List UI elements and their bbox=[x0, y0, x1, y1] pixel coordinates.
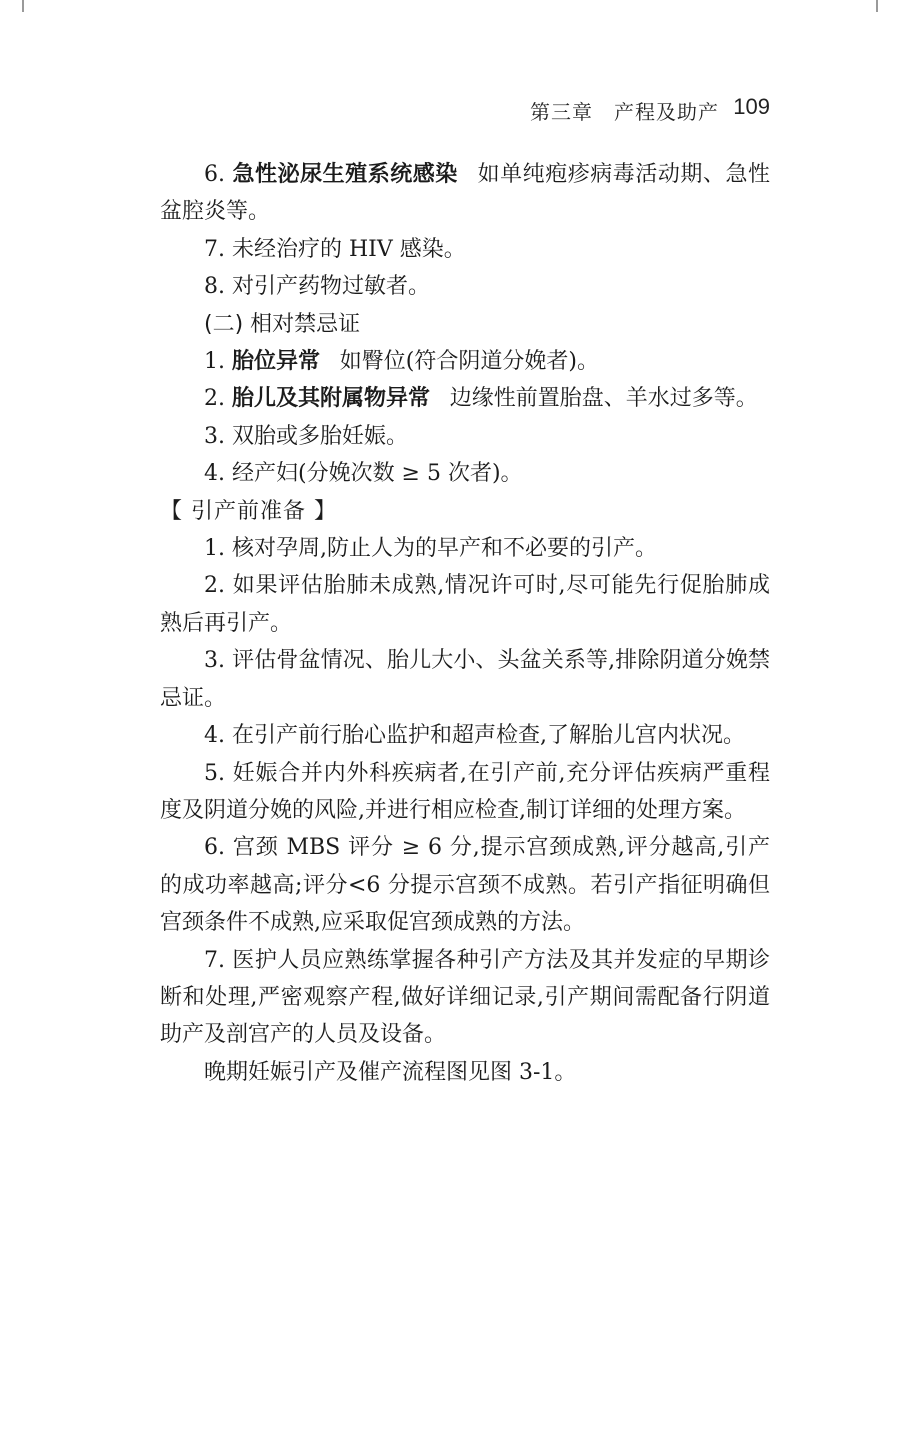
bold-term: 胎位异常 bbox=[231, 349, 320, 375]
paragraph bbox=[160, 1054, 770, 1091]
paragraph bbox=[160, 717, 770, 754]
item-number: 6. bbox=[204, 835, 233, 861]
bold-term: 胎儿及其附属物异常 bbox=[231, 386, 430, 412]
paragraph-text: 经产妇(分娩次数 ≥ 5 次者)。 bbox=[231, 461, 523, 487]
item-number: 3. bbox=[204, 648, 233, 674]
paragraph bbox=[160, 755, 770, 830]
item-number: 4. bbox=[204, 723, 232, 749]
paragraph bbox=[160, 156, 770, 231]
paragraph bbox=[160, 231, 770, 268]
section-heading: (二) 相对禁忌证 bbox=[204, 311, 361, 337]
paragraph-text: 宫颈 MBS 评分 ≥ 6 分,提示宫颈成熟,评分越高,引产的成功率越高;评分<6 分提示宫颈不成熟。若引产指征明确但宫颈条件不成熟,应采取促宫颈成熟的方法。 bbox=[160, 835, 770, 936]
paragraph-text: 在引产前行胎心监护和超声检查,了解胎儿宫内状况。 bbox=[231, 723, 745, 749]
paragraph bbox=[160, 642, 770, 717]
item-number: 2. bbox=[204, 386, 232, 412]
paragraph-text: 医护人员应熟练掌握各种引产方法及其并发症的早期诊断和处理,严密观察产程,做好详细记录,引产期间需配备行阴道助产及剖宫产的人员及设备。 bbox=[160, 947, 770, 1048]
paragraph-text: 双胎或多胎妊娠。 bbox=[231, 423, 408, 449]
item-number: 4. bbox=[204, 461, 232, 487]
running-header bbox=[530, 94, 770, 124]
paragraph bbox=[160, 829, 770, 941]
paragraph bbox=[160, 455, 770, 492]
paragraph-text: 核对孕周,防止人为的早产和不必要的引产。 bbox=[231, 536, 657, 562]
page-number: 109 bbox=[733, 94, 770, 119]
item-number: 6. bbox=[204, 162, 233, 187]
paragraph bbox=[160, 268, 770, 305]
item-number: 7. bbox=[204, 947, 233, 973]
paragraph-text: 晚期妊娠引产及催产流程图见图 3-1。 bbox=[204, 1059, 577, 1085]
paragraph bbox=[160, 418, 770, 455]
paragraph-text: 边缘性前置胎盘、羊水过多等。 bbox=[449, 386, 758, 412]
chapter-title: 第三章 产程及助产 bbox=[530, 102, 719, 124]
item-number: 1. bbox=[204, 349, 232, 375]
paragraph bbox=[160, 530, 770, 567]
item-number: 8. bbox=[204, 274, 232, 300]
item-number: 5. bbox=[204, 760, 233, 786]
paragraph-text: 如单纯疱疹病毒活动期、急性盆腔炎等。 bbox=[160, 162, 770, 225]
paragraph bbox=[160, 942, 770, 1054]
crop-mark-left bbox=[22, 0, 24, 12]
paragraph bbox=[160, 567, 770, 642]
item-number: 7. bbox=[204, 236, 232, 262]
paragraph-text: 如臀位(符合阴道分娩者)。 bbox=[339, 349, 599, 375]
paragraph-text: 评估骨盆情况、胎儿大小、头盆关系等,排除阴道分娩禁忌证。 bbox=[160, 648, 770, 711]
item-number: 2. bbox=[204, 573, 233, 599]
paragraph-text: 对引产药物过敏者。 bbox=[231, 274, 430, 300]
bracket-heading: 【 引产前准备 】 bbox=[160, 498, 337, 524]
paragraph bbox=[160, 380, 770, 417]
item-number: 3. bbox=[204, 423, 232, 449]
paragraph-text: 未经治疗的 HIV 感染。 bbox=[231, 236, 466, 262]
item-number: 1. bbox=[204, 536, 232, 562]
page-body bbox=[160, 156, 770, 1091]
paragraph-text: 如果评估胎肺未成熟,情况许可时,尽可能先行促胎肺成熟后再引产。 bbox=[160, 573, 771, 636]
paragraph bbox=[160, 343, 770, 380]
paragraph-text: 妊娠合并内外科疾病者,在引产前,充分评估疾病严重程度及阴道分娩的风险,并进行相应检查,制订详细的处理方案。 bbox=[160, 760, 771, 823]
bold-term: 急性泌尿生殖系统感染 bbox=[232, 162, 458, 187]
crop-mark-right bbox=[876, 0, 878, 12]
